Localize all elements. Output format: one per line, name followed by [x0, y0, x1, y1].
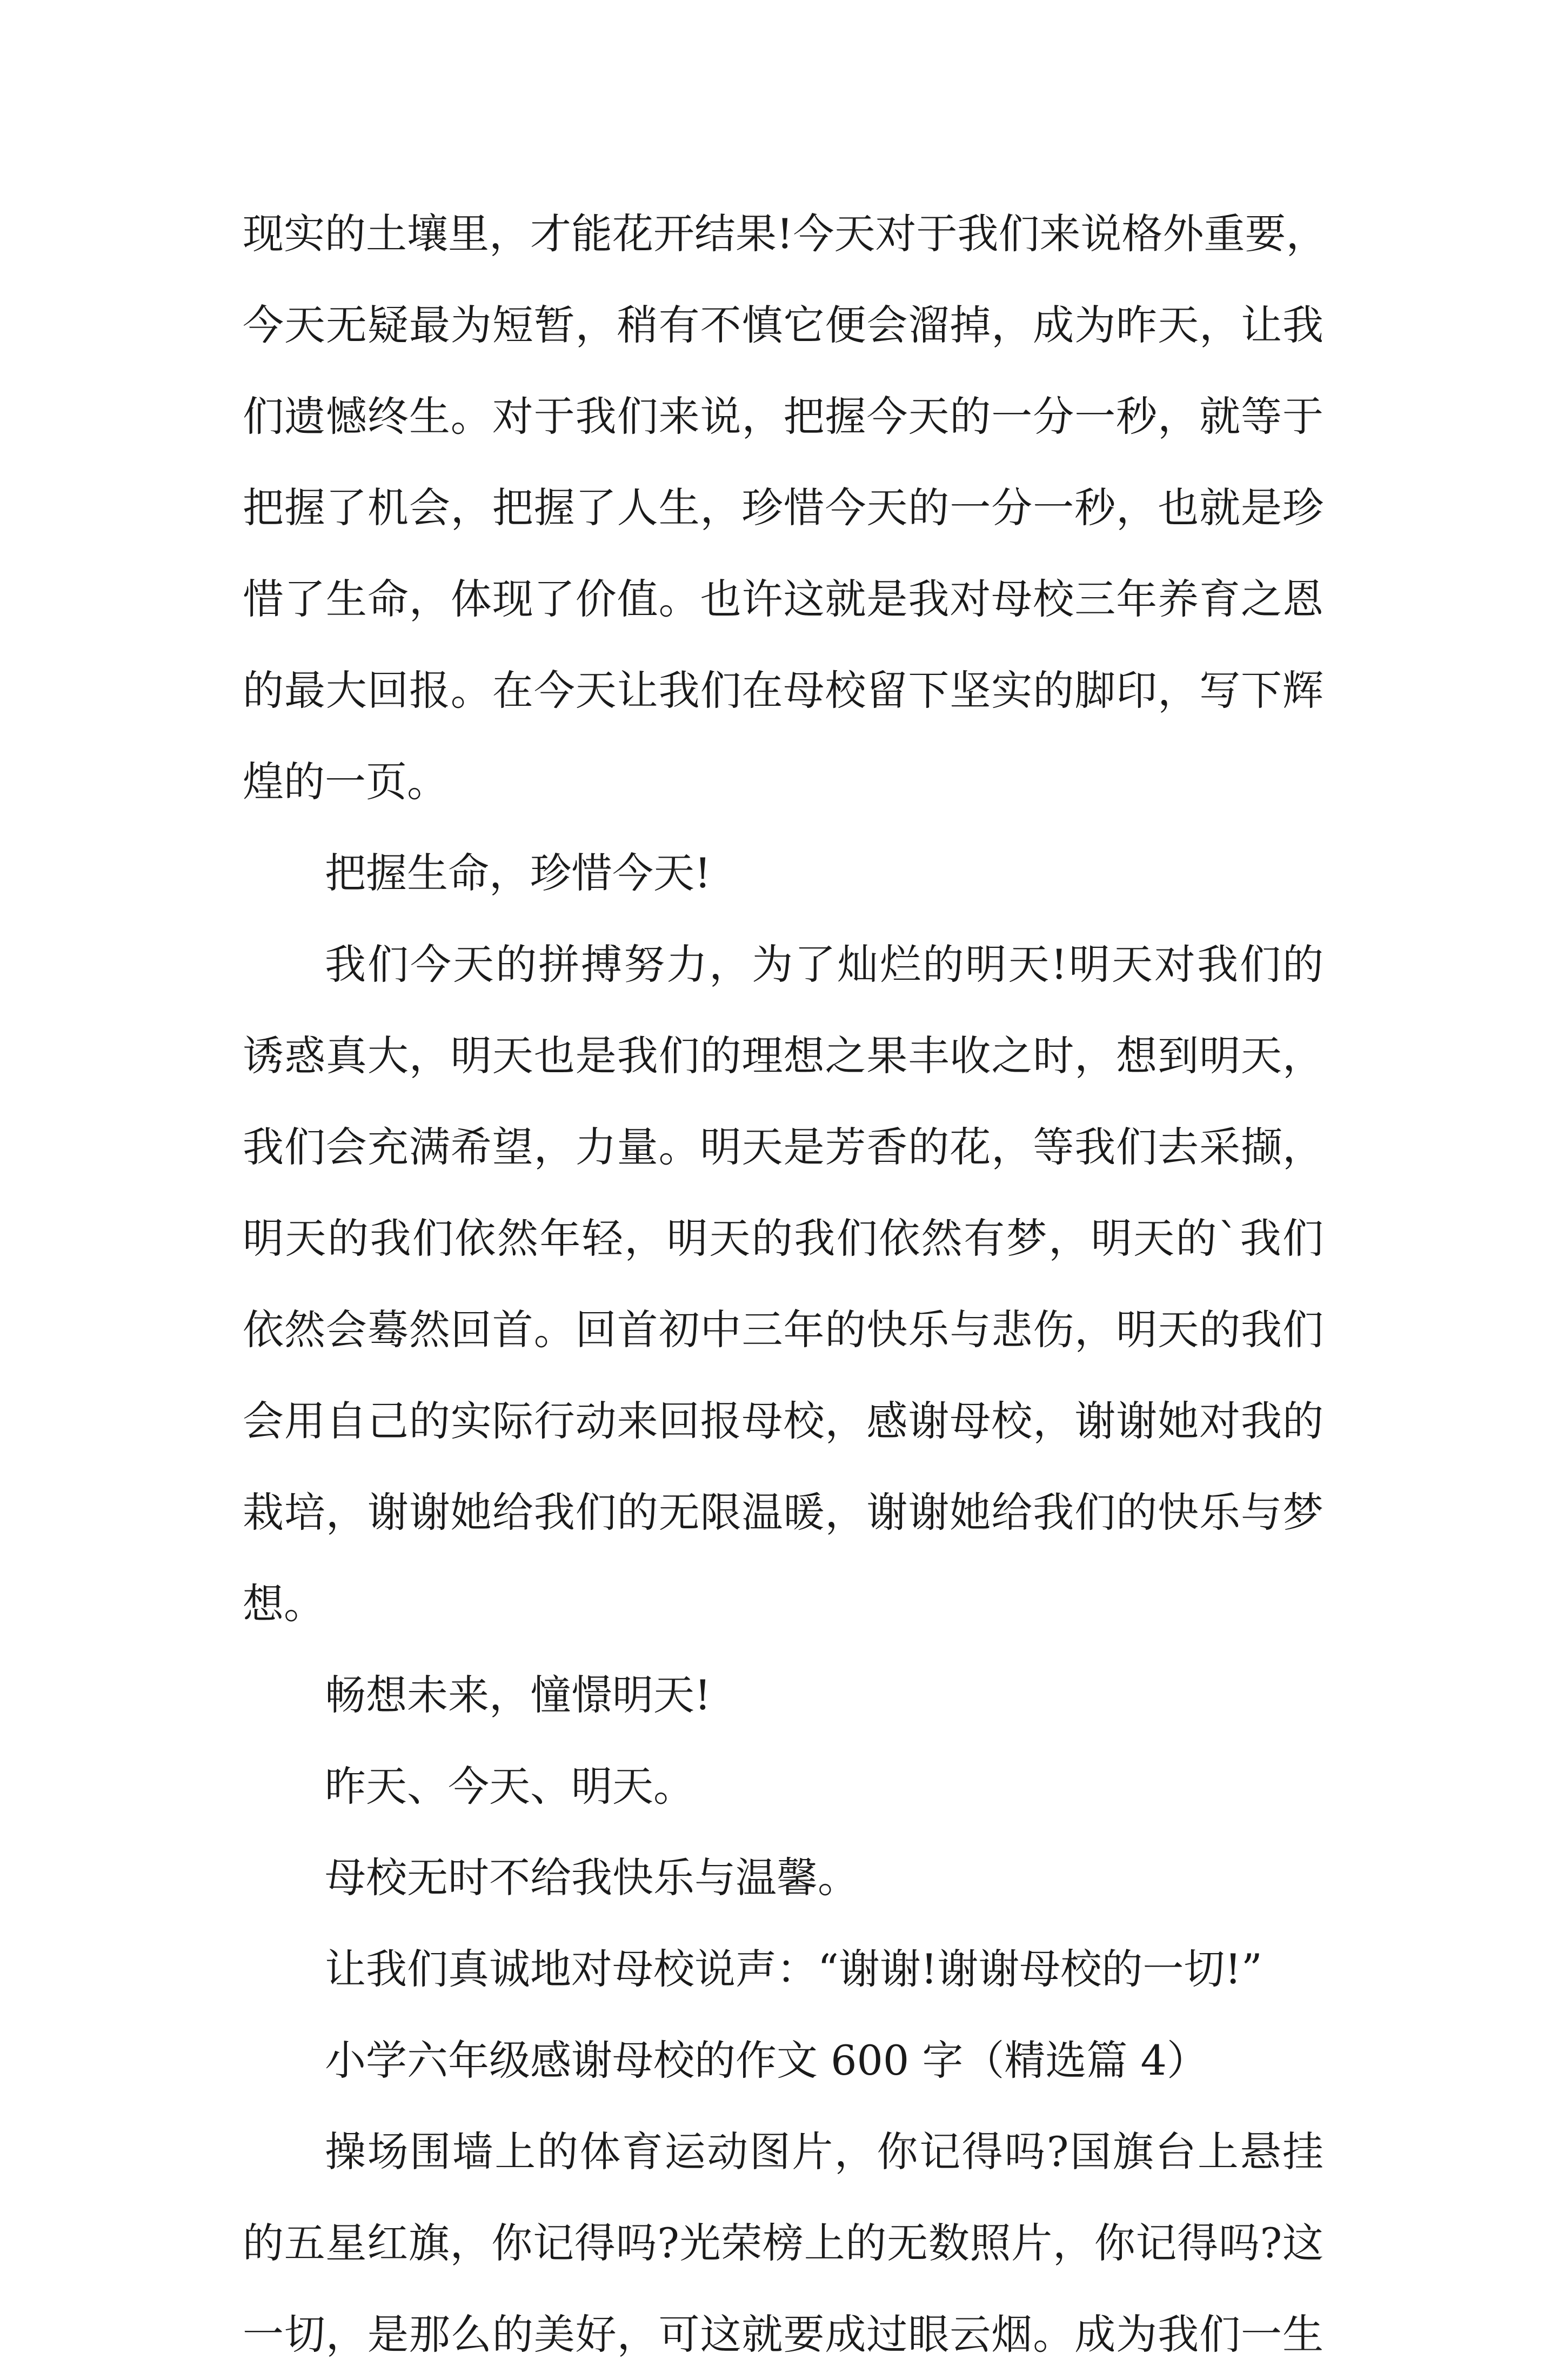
text-line: 的最大回报。在今天让我们在母校留下坚实的脚印，写下辉	[243, 666, 1324, 714]
text-line: 诱惑真大，明天也是我们的理想之果丰收之时，想到明天，	[243, 1032, 1324, 1080]
text-line: 会用自己的实际行动来回报母校，感谢母校，谢谢她对我的	[243, 1397, 1324, 1445]
text-line: 栽培，谢谢她给我们的无限温暖，谢谢她给我们的快乐与梦	[243, 1488, 1324, 1536]
text-line: 惜了生命，体现了价值。也许这就是我对母校三年养育之恩	[243, 575, 1324, 623]
text-line: 明天的我们依然年轻，明天的我们依然有梦，明天的`我们	[243, 1214, 1324, 1262]
text-line: 的五星红旗，你记得吗?光荣榜上的无数照片，你记得吗?这	[243, 2219, 1324, 2267]
text-line: 操场围墙上的体育运动图片，你记得吗?国旗台上悬挂	[325, 2128, 1324, 2176]
text-line: 现实的土壤里，才能花开结果!今天对于我们来说格外重要，	[243, 210, 1327, 258]
text-line: 把握生命，珍惜今天!	[325, 849, 711, 897]
text-line: 今天无疑最为短暂，稍有不慎它便会溜掉，成为昨天，让我	[243, 301, 1324, 349]
text-line: 昨天、今天、明天。	[325, 1762, 694, 1810]
text-line: 把握了机会，把握了人生，珍惜今天的一分一秒，也就是珍	[243, 484, 1324, 532]
text-line: 们遗憾终生。对于我们来说，把握今天的一分一秒，就等于	[243, 392, 1324, 440]
essay-text	[243, 188, 1327, 2380]
text-line: 畅想未来，憧憬明天!	[325, 1671, 711, 1719]
text-line: 让我们真诚地对母校说声：“谢谢!谢谢母校的一切!”	[325, 1945, 1262, 1993]
text-line: 我们会充满希望，力量。明天是芳香的花，等我们去采撷，	[243, 1123, 1324, 1171]
text-line: 我们今天的拼搏努力，为了灿烂的明天!明天对我们的	[325, 940, 1324, 988]
text-line: 母校无时不给我快乐与温馨。	[325, 1854, 859, 1902]
text-line: 想。	[243, 1580, 325, 1628]
text-line: 一切，是那么的美好，可这就要成过眼云烟。成为我们一生	[243, 2310, 1324, 2358]
text-line: 煌的一页。	[243, 758, 448, 806]
text-line: 依然会蓦然回首。回首初中三年的快乐与悲伤，明天的我们	[243, 1306, 1324, 1354]
text-line: 小学六年级感谢母校的作文 600 字（精选篇 4）	[325, 2036, 1208, 2084]
